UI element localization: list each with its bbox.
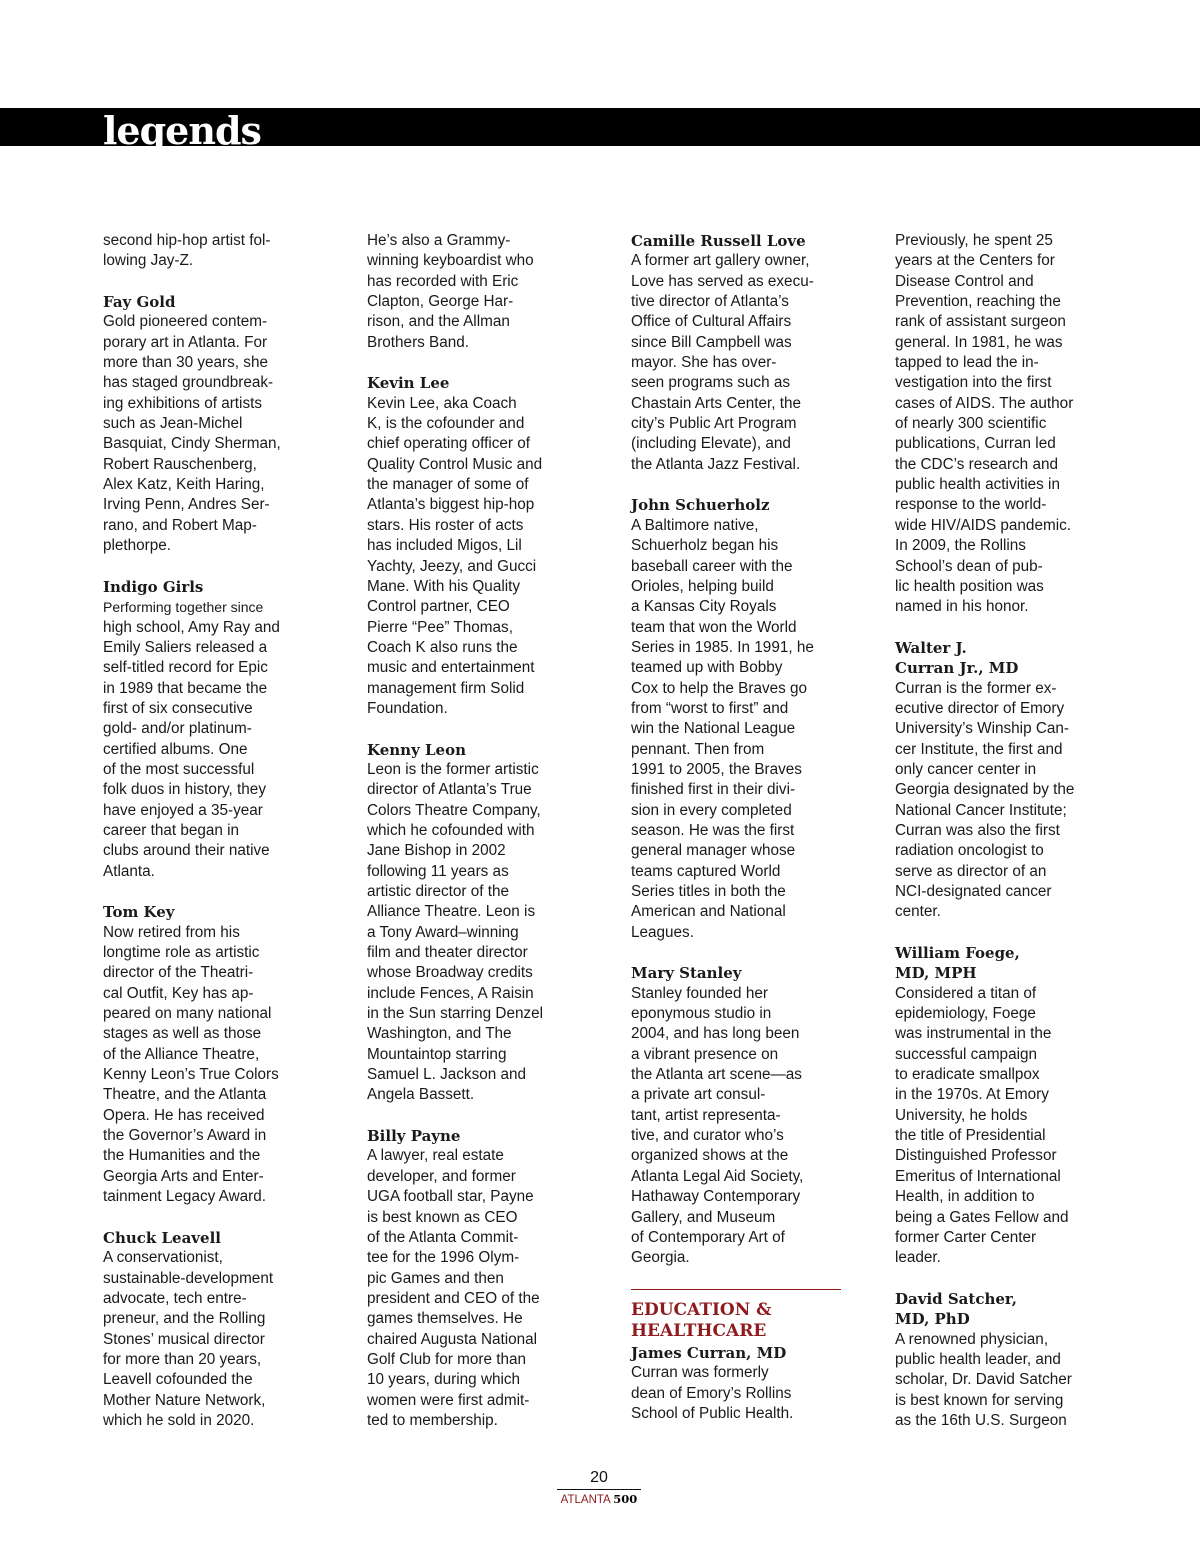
entry-body: Kevin Lee, aka Coach K, is the cofounder and chief operating officer of Quality Control Music and the manager of some of Atlanta’s biggest hip-hop stars. His roster of acts has included Migos, Lil Yachty, Jeezy, and Gucci Mane. With his Quality Control partner, CEO Pierre “Pee” Thomas, Coach K also runs the music and entertainment management firm Solid Foundation.: [367, 394, 543, 717]
category-divider: [631, 1289, 841, 1290]
entry-body: Curran is the former ex- ecutive director of Emory University’s Winship Can- cer Institute, the first and only cancer center in Georgia designated by the National Cancer Institute; Curran was also the first radiation oncologist to serve as director of an NCI-designated cancer center.: [895, 679, 1075, 921]
entry-name: Mary Stanley: [631, 964, 742, 983]
page-number: 20: [590, 1469, 608, 1486]
article-column-3: [631, 231, 841, 1424]
entry-walter-curran: [895, 638, 1105, 923]
entry-name: Camille Russell Love: [631, 232, 806, 250]
entry-body: Curran was formerly dean of Emory’s Rollins School of Public Health.: [631, 1364, 794, 1422]
entry-name: Walter J. Curran Jr., MD: [895, 638, 1019, 678]
brand-name: ATLANTA: [560, 1494, 611, 1506]
entry-name: Billy Payne: [367, 1127, 461, 1146]
entry-name: David Satcher, MD, PhD: [895, 1289, 1017, 1329]
entry-body: second hip-hop artist fol- lowing Jay-Z.: [103, 232, 271, 270]
entry-camille-russell-love: [631, 231, 841, 475]
page-footer: [557, 1468, 641, 1506]
publication-brand: [557, 1493, 641, 1506]
entry-chuck-leavell: [103, 1228, 313, 1431]
entry-name: Indigo Girls: [103, 577, 204, 596]
entry-body: A conservationist, sustainable-development advocate, tech entre- preneur, and the Rolling Stones’ musical director for more than 20 years, Leavell cofounded the Mother Nature Network, which he sold in 2020.: [103, 1249, 274, 1429]
entry-body: Now retired from his longtime role as artistic director of the Theatri- cal Outfit, Key has ap- peared on many national stages as well as those of the Alliance Theatre, Kenny Leon’s True Colors Theatre, and the Atlanta Opera. He has received the Governor’s Award in the Humanities and the Georgia Arts and Enter- tainment Legacy Award.: [103, 923, 279, 1206]
entry-billy-payne: [367, 1126, 577, 1431]
brand-number: 500: [613, 1492, 638, 1506]
entry-name: John Schuerholz: [631, 496, 770, 515]
entry-kenny-leon: [367, 740, 577, 1106]
entry-body: high school, Amy Ray and Emily Saliers released a self-titled record for Epic in 1989 that became the first of six consecutive gold- and/or platinum- certified albums. One of the most successful folk duos in history, they have enjoyed a 35-year career that began in clubs around their native Atlanta.: [103, 618, 280, 880]
entry-tom-key: [103, 902, 313, 1207]
entry-name: Kenny Leon: [367, 740, 467, 759]
section-title: legends: [103, 108, 261, 153]
entry-kevin-lee: [367, 373, 577, 719]
entry-body: He’s also a Grammy- winning keyboardist who has recorded with Eric Clapton, George Har- rison, and the Allman Brothers Band.: [367, 232, 534, 351]
article-column-2: [367, 231, 577, 1452]
entry-body-first-line: Performing together since: [103, 599, 264, 616]
entry-name: James Curran, MD: [631, 1343, 787, 1362]
entry-body: Gold pioneered contem- porary art in Atlanta. For more than 30 years, she has staged groundbreak- ing exhibitions of artists such as Jean-Michel Basquiat, Cindy Sherman, Robert Rauschenberg, Alex Katz, Keith Haring, Irving Penn, Andres Ser- rano, and Robert Map- plethorpe.: [103, 313, 281, 555]
entry-name: Tom Key: [103, 903, 175, 922]
entry-body: Previously, he spent 25 years at the Centers for Disease Control and Prevention, reaching the rank of assistant surgeon general. In 1981, he was tapped to lead the in- vestigation into the first cases of AIDS. The author of nearly 300 scientific publications, Curran led the CDC’s research and public health activities in response to the world- wide HIV/AIDS pandemic. In 2009, the Rollins School’s dean of pub- lic health position was named in his honor.: [895, 232, 1074, 616]
entry-william-foege: [895, 943, 1105, 1269]
entry-body: A lawyer, real estate developer, and former UGA football star, Payne is best known as CEO of the Atlanta Commit- tee for the 1996 Olym- pic Games and then president and CEO of the games themselves. He chaired Augusta National Golf Club for more than 10 years, during which women were first admit- ted to membership.: [367, 1147, 540, 1429]
entry-james-curran: [631, 1343, 841, 1424]
entry-continued: [367, 231, 577, 353]
entry-body: Leon is the former artistic director of Atlanta’s True Colors Theatre Company, which he cofounded with Jane Bishop in 2002 following 11 years as artistic director of the Alliance Theatre. Leon is a Tony Award–winning film and theater director whose Broadway credits include Fences, A Raisin in the Sun starring Denzel Washington, and The Mountaintop starring Samuel L. Jackson and Angela Bassett.: [367, 760, 544, 1104]
entry-indigo-girls: [103, 577, 313, 882]
entry-continued: [895, 231, 1105, 618]
entry-name: Kevin Lee: [367, 374, 450, 393]
article-column-1: [103, 231, 313, 1452]
entry-john-schuerholz: [631, 495, 841, 943]
entry-body: Stanley founded her eponymous studio in 2004, and has long been a vibrant presence on the Atlanta art scene—as a private art consul- tant, artist representa- tive, and curator who’s organized shows at the Atlanta Legal Aid Society, Hathaway Contemporary Gallery, and Museum of Contemporary Art of Georgia.: [631, 984, 804, 1267]
entry-continued: [103, 231, 313, 272]
entry-mary-stanley: [631, 963, 841, 1268]
footer-rule: [557, 1489, 641, 1490]
entry-name: Fay Gold: [103, 293, 176, 312]
entry-name: Chuck Leavell: [103, 1228, 221, 1247]
entry-fay-gold: [103, 292, 313, 556]
entry-body: Considered a titan of epidemiology, Foege was instrumental in the successful campaign to eradicate smallpox in the 1970s. At Emory University, he holds the title of Presidential Distinguished Professor Emeritus of International Health, in addition to being a Gates Fellow and former Carter Center leader.: [895, 984, 1069, 1267]
entry-body: A former art gallery owner, Love has served as execu- tive director of Atlanta’s Office of Cultural Affairs since Bill Campbell was mayor. She has over- seen programs such as Chastain Arts Center, the city’s Public Art Program (including Elevate), and the Atlanta Jazz Festival.: [631, 252, 814, 473]
article-column-4: [895, 231, 1105, 1452]
entry-body: A renowned physician, public health leader, and scholar, Dr. David Satcher is best known for serving as the 16th U.S. Surgeon: [895, 1330, 1072, 1429]
entry-name: William Foege, MD, MPH: [895, 944, 1020, 983]
category-heading: EDUCATION & HEALTHCARE: [631, 1299, 772, 1342]
entry-body: A Baltimore native, Schuerholz began his baseball career with the Orioles, helping build a Kansas City Royals team that won the World Series in 1985. In 1991, he teamed up with Bobby Cox to help the Braves go from “worst to first” and win the National League pennant. Then from 1991 to 2005, the Braves finished first in their divi- sion in every completed season. He was the first general manager whose teams captured World Series titles in both the American and National Leagues.: [631, 516, 814, 941]
entry-david-satcher: [895, 1289, 1105, 1431]
